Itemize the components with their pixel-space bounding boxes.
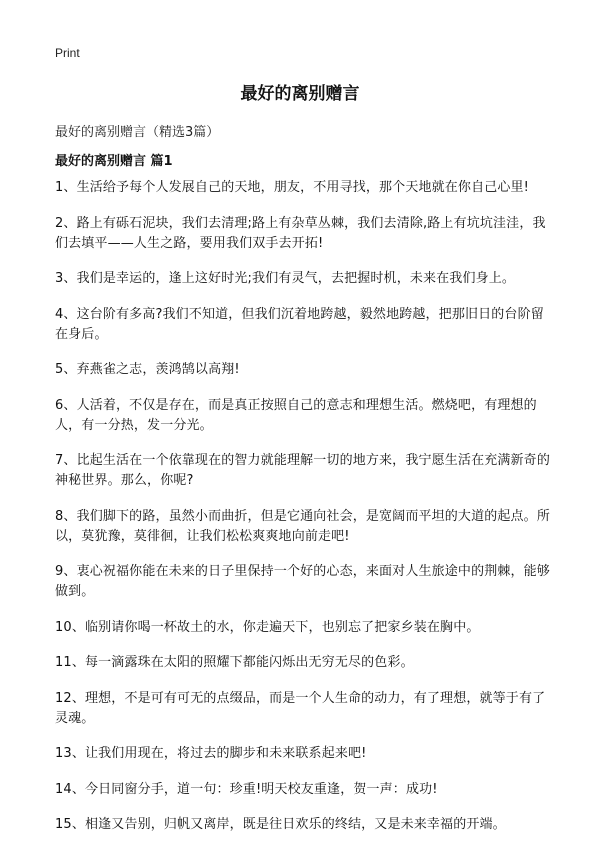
list-item: 5、弃燕雀之志，羡鸿鹄以高翔! (55, 362, 240, 377)
print-link[interactable]: Print (55, 46, 80, 60)
list-item: 7、比起生活在一个依靠现在的智力就能理解一切的地方来，我宁愿生活在充满新奇的神秘世界。那么，你呢? (55, 453, 550, 488)
section-heading: 最好的离别赠言 篇1 (55, 154, 173, 169)
list-item: 14、今日同窗分手，道一句：珍重!明天校友重逢，贺一声：成功! (55, 781, 438, 797)
list-item: 2、路上有砾石泥块，我们去清理;路上有杂草丛棘，我们去清除,路上有坑坑洼洼，我们去填平——人生之路，要用我们双手去开拓! (55, 215, 546, 251)
list-item: 12、理想，不是可有可无的点缀品，而是一个人生命的动力，有了理想，就等于有了灵魂。 (55, 690, 546, 726)
list-item: 4、这台阶有多高?我们不知道，但我们沉着地跨越，毅然地跨越，把那旧日的台阶留在身后。 (55, 306, 544, 342)
page-title: 最好的离别赠言 (240, 84, 360, 104)
list-item: 9、衷心祝福你能在未来的日子里保持一个好的心态，来面对人生旅途中的荆棘，能够做到。 (55, 564, 550, 599)
list-item: 10、临别请你喝一杯故土的水，你走遍天下，也别忘了把家乡装在胸中。 (55, 619, 480, 635)
list-item: 8、我们脚下的路，虽然小而曲折，但是它通向社会，是宽阔而平坦的大道的起点。所以，莫犹豫，莫徘徊，让我们松松爽爽地向前走吧! (55, 508, 550, 544)
quote-list (55, 178, 550, 851)
list-item: 13、让我们用现在，将过去的脚步和未来联系起来吧! (55, 746, 367, 761)
list-item: 1、生活给予每个人发展自己的天地，朋友，不用寻找，那个天地就在你自己心里! (55, 180, 530, 195)
article-subtitle: 最好的离别赠言（精选3篇） (55, 125, 220, 140)
list-item: 11、每一滴露珠在太阳的照耀下都能闪烁出无穷无尽的色彩。 (55, 655, 414, 670)
list-item: 6、人活着，不仅是存在，而是真正按照自己的意志和理想生活。燃烧吧，有理想的人，有一分热，发一分光。 (55, 397, 537, 433)
list-item: 15、相逢又告别，归帆又离岸，既是往日欢乐的终结，又是未来幸福的开端。 (55, 817, 506, 832)
list-item: 3、我们是幸运的，逢上这好时光;我们有灵气，去把握时机，未来在我们身上。 (55, 271, 516, 286)
